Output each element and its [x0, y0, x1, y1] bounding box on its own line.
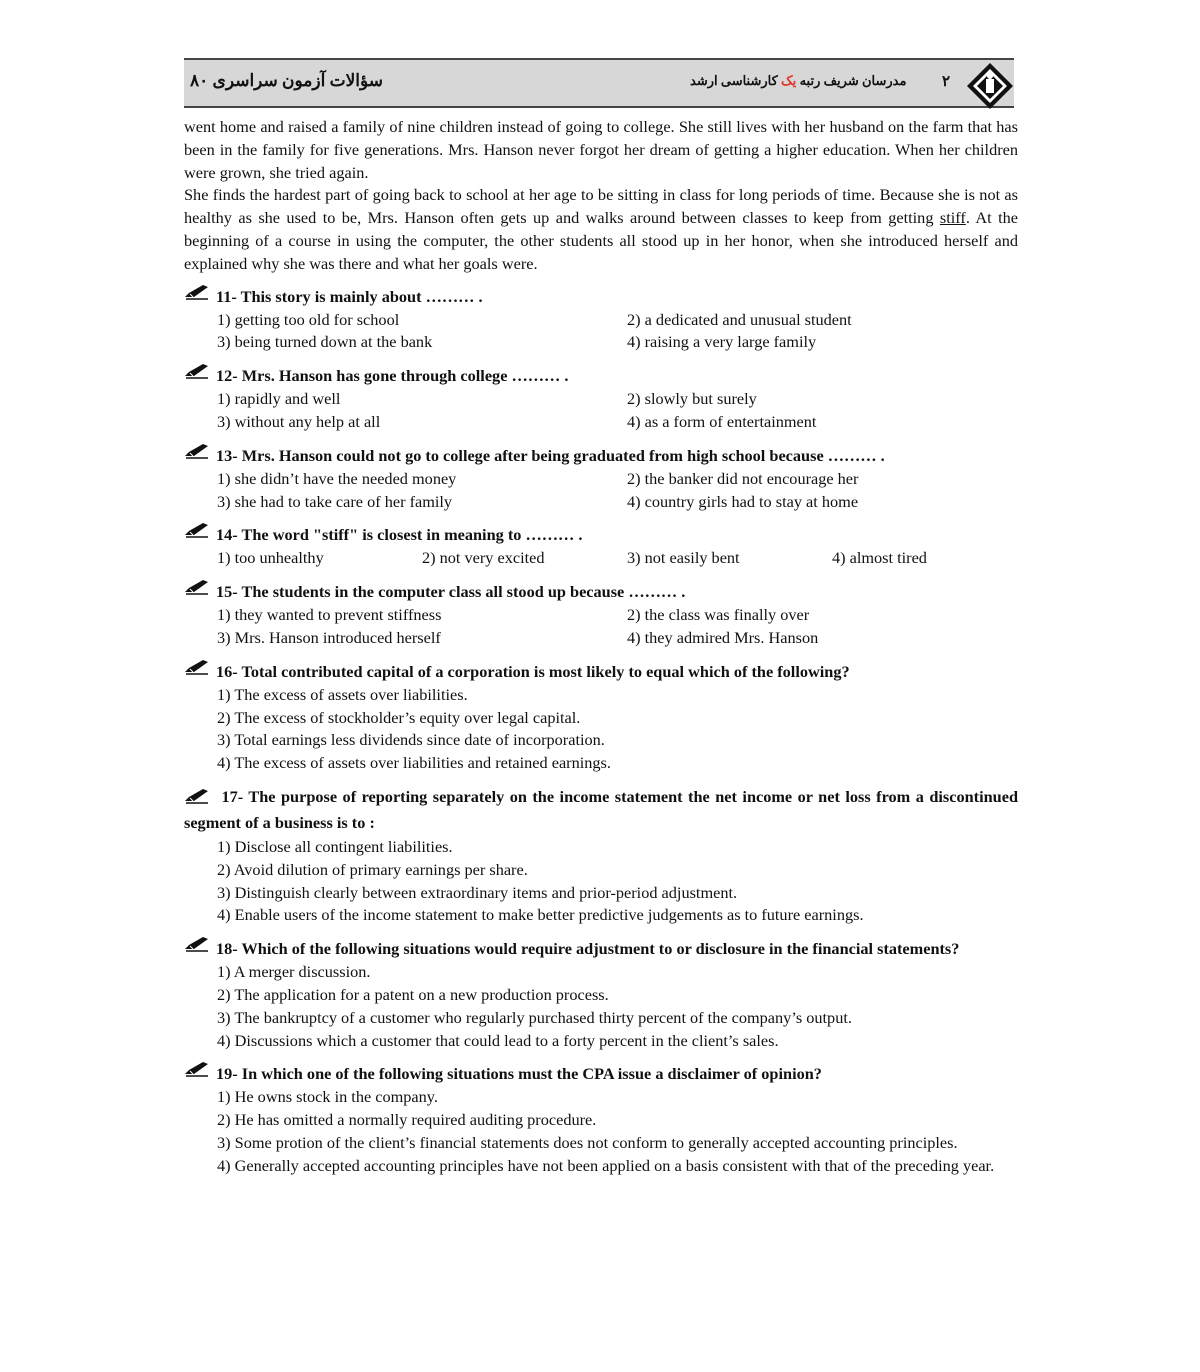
option[interactable]: 3) Total earnings less dividends since date of incorporation. [217, 730, 605, 750]
question-stem: 15- The students in the computer class all stood up because ……… . [184, 579, 1018, 604]
option[interactable]: 3) The bankruptcy of a customer who regularly purchased thirty percent of the company’s output. [217, 1007, 852, 1027]
option[interactable]: 3) without any help at all [217, 411, 381, 431]
question-stem: 12- Mrs. Hanson has gone through college ……… . [184, 363, 1018, 388]
pen-icon [184, 443, 210, 459]
passage-paragraph-2 [184, 184, 1018, 275]
option[interactable]: 3) Mrs. Hanson introduced herself [217, 627, 441, 647]
question-12 [184, 363, 1018, 434]
option[interactable]: 4) country girls had to stay at home [627, 491, 859, 511]
passage-text: . At the beginning of a course in using the computer, the other students all stood up in her honor, when she introduced herself and explained why she was there and what her goals were. [184, 208, 1019, 273]
passage-paragraph-1: went home and raised a family of nine children instead of going to college. She still lives with her husband on the farm that has been in the family for five generations. Mrs. Hanson never forgot her dream of getting a higher education. When her children were grown, she tried again. [184, 117, 1018, 182]
pen-icon [184, 363, 210, 379]
question-17 [184, 784, 1018, 927]
option[interactable]: 1) rapidly and well [217, 389, 341, 409]
publisher-line [690, 73, 906, 89]
underlined-word: stiff [939, 208, 966, 228]
option[interactable]: 4) Discussions which a customer that could lead to a forty percent in the client’s sales. [217, 1030, 779, 1050]
option[interactable]: 2) a dedicated and unusual student [627, 309, 852, 329]
options [184, 1086, 1018, 1177]
options [184, 388, 1018, 434]
question-stem: 13- Mrs. Hanson could not go to college after being graduated from high school because ……… . [184, 443, 1018, 468]
question-14 [184, 522, 1018, 570]
options [184, 836, 1018, 927]
option[interactable]: 2) the class was finally over [627, 605, 810, 625]
option[interactable]: 2) the banker did not encourage her [627, 468, 859, 488]
option[interactable]: 4) as a form of entertainment [627, 411, 817, 431]
page-header [184, 58, 1014, 108]
option[interactable]: 1) she didn’t have the needed money [217, 468, 457, 488]
option[interactable]: 2) slowly but surely [627, 389, 757, 409]
passage-text: She finds the hardest part of going back to school at her age to be sitting in class for long periods of time. Because she is not as healthy as she used to be, Mrs. Hanson often gets up and walks around between classes to keep from getting [184, 185, 1018, 228]
question-19 [184, 1061, 1018, 1177]
question-18 [184, 936, 1018, 1052]
option[interactable]: 2) Avoid dilution of primary earnings per share. [217, 859, 528, 879]
option[interactable]: 1) He owns stock in the company. [217, 1087, 438, 1107]
options [184, 309, 1018, 355]
options [184, 604, 1018, 650]
options [184, 684, 1018, 775]
option[interactable]: 4) The excess of assets over liabilities and retained earnings. [217, 753, 611, 773]
option[interactable]: 1) The excess of assets over liabilities. [217, 684, 468, 704]
pen-icon [184, 788, 210, 804]
option[interactable]: 1) getting too old for school [217, 309, 400, 329]
question-stem: 18- Which of the following situations would require adjustment to or disclosure in the financial statements? [184, 936, 1018, 961]
question-stem: 16- Total contributed capital of a corporation is most likely to equal which of the following? [184, 659, 1018, 684]
question-11 [184, 284, 1018, 355]
question-15 [184, 579, 1018, 650]
options [184, 468, 1018, 514]
question-13 [184, 443, 1018, 514]
pen-icon [184, 659, 210, 675]
option[interactable]: 2) He has omitted a normally required auditing procedure. [217, 1110, 597, 1130]
option[interactable]: 3) being turned down at the bank [217, 332, 433, 352]
option[interactable]: 1) they wanted to prevent stiffness [217, 605, 442, 625]
option[interactable]: 2) The application for a patent on a new production process. [217, 984, 609, 1004]
option[interactable]: 3) Some protion of the client’s financial statements does not conform to generally accepted accounting principles. [217, 1132, 958, 1152]
option[interactable]: 3) not easily bent [627, 548, 740, 568]
page-content [184, 116, 1018, 1178]
option[interactable]: 1) too unhealthy [217, 548, 324, 568]
pen-icon [184, 936, 210, 952]
pen-icon [184, 522, 210, 538]
question-stem: 19- In which one of the following situations must the CPA issue a disclaimer of opinion? [184, 1061, 1018, 1086]
pen-icon [184, 284, 210, 300]
option[interactable]: 4) raising a very large family [627, 332, 817, 352]
pen-icon [184, 1061, 210, 1077]
option[interactable]: 1) Disclose all contingent liabilities. [217, 836, 453, 856]
option[interactable]: 3) Distinguish clearly between extraordinary items and prior-period adjustment. [217, 882, 738, 902]
option[interactable]: 1) A merger discussion. [217, 962, 371, 982]
option[interactable]: 3) she had to take care of her family [217, 491, 453, 511]
page-number: ۲ [942, 74, 951, 90]
publisher-suffix: کارشناسی ارشد [690, 73, 778, 88]
question-16 [184, 659, 1018, 775]
option[interactable]: 4) Enable users of the income statement to make better predictive judgements as to future earnings. [217, 905, 864, 925]
logo-icon [966, 62, 1014, 110]
publisher-accent: یک [781, 73, 797, 88]
option[interactable]: 2) The excess of stockholder’s equity over legal capital. [217, 707, 581, 727]
option[interactable]: 4) Generally accepted accounting principles have not been applied on a basis consistent with that of the preceding year. [217, 1155, 995, 1175]
option[interactable]: 4) almost tired [832, 548, 927, 568]
question-stem: 14- The word "stiff" is closest in meaning to ……… . [184, 522, 1018, 547]
question-stem: 17- The purpose of reporting separately on the income statement the net income or net loss from a discontinued segment of a business is to : [184, 786, 1018, 832]
exam-title: سؤالات آزمون سراسری ۸۰ [190, 71, 384, 90]
option[interactable]: 2) not very excited [422, 548, 545, 568]
options [184, 961, 1018, 1052]
options [184, 547, 1018, 570]
option[interactable]: 4) they admired Mrs. Hanson [627, 627, 819, 647]
publisher-prefix: مدرسان شریف رتبه [799, 73, 907, 88]
pen-icon [184, 579, 210, 595]
question-stem: 11- This story is mainly about ……… . [184, 284, 1018, 309]
